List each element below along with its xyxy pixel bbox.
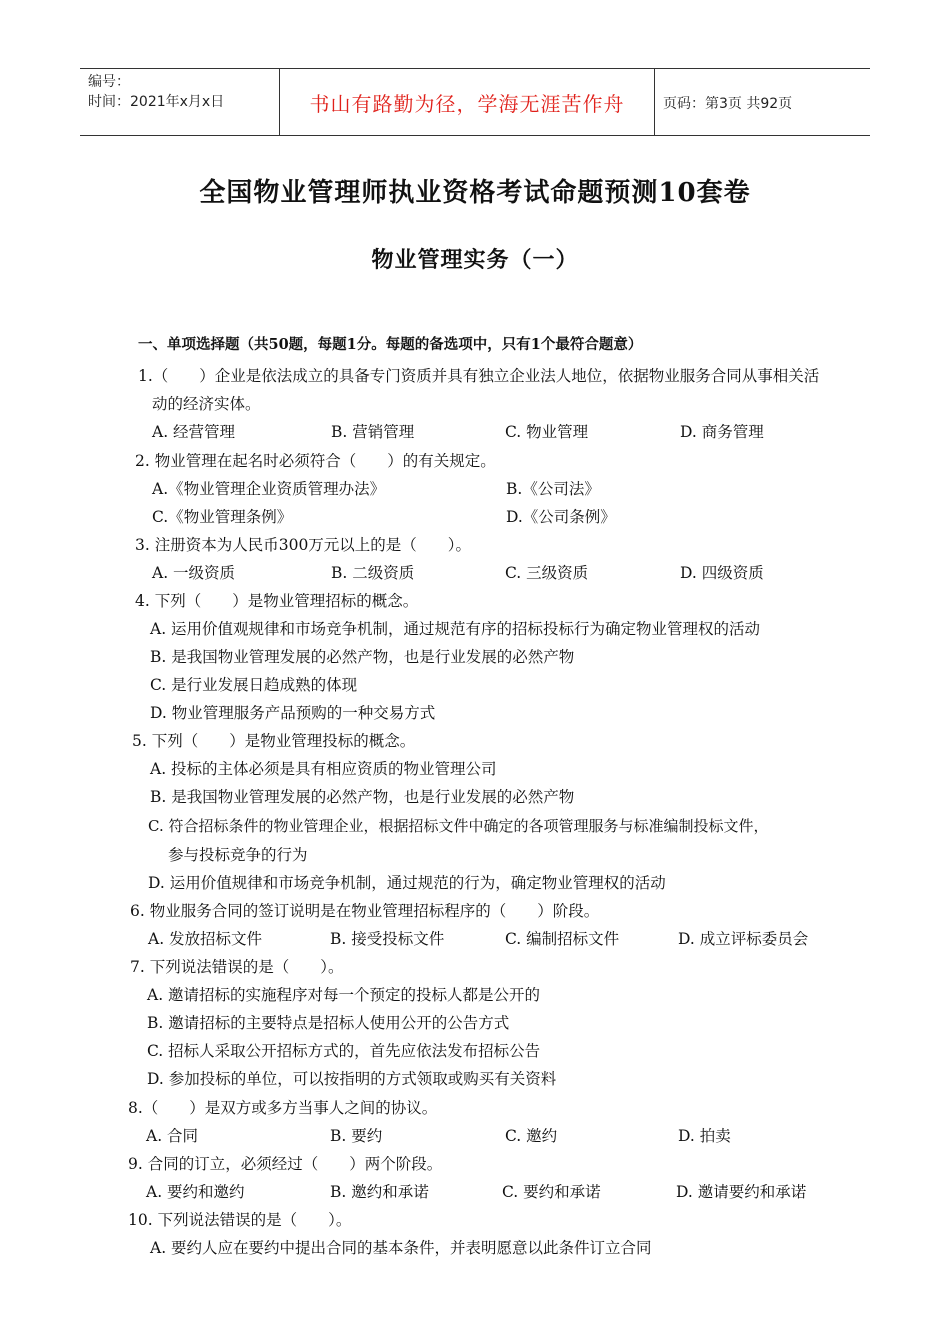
- question-5-option-c-cont: 参与投标竞争的行为: [168, 846, 308, 864]
- question-2-option-b: B.《公司法》: [506, 480, 600, 498]
- question-7-option-d: D. 参加投标的单位，可以按指明的方式领取或购买有关资料: [147, 1070, 557, 1088]
- question-2-option-a: A.《物业管理企业资质管理办法》: [152, 480, 386, 498]
- question-1-option-d: D. 商务管理: [680, 423, 764, 441]
- question-9-option-a: A. 要约和邀约: [146, 1183, 245, 1201]
- question-7-line-1: 7. 下列说法错误的是（ ）。: [130, 958, 344, 976]
- question-9-option-c: C. 要约和承诺: [502, 1183, 601, 1201]
- question-3-option-a: A. 一级资质: [152, 564, 236, 582]
- document-subtitle: 物业管理实务（一）: [371, 247, 579, 273]
- question-1-option-c: C. 物业管理: [505, 423, 589, 441]
- question-8-option-c: C. 邀约: [505, 1127, 558, 1145]
- question-2-option-c: C.《物业管理条例》: [152, 508, 293, 526]
- question-4-line-1: 4. 下列（ ）是物业管理招标的概念。: [135, 592, 419, 610]
- page-info: 页码：第3页 共92页: [663, 96, 793, 112]
- question-6-option-a: A. 发放招标文件: [148, 930, 263, 948]
- question-9-option-d: D. 邀请要约和承诺: [676, 1183, 807, 1201]
- question-4-option-a: A. 运用价值观规律和市场竞争机制，通过规范有序的招标投标行为确定物业管理权的活动: [150, 620, 761, 638]
- question-3-option-b: B. 二级资质: [331, 564, 415, 582]
- question-2-line-1: 2. 物业管理在起名时必须符合（ ）的有关规定。: [135, 452, 496, 470]
- question-5-option-c: C. 符合招标条件的物业管理企业，根据招标文件中确定的各项管理服务与标准编制投标文件，: [148, 817, 769, 835]
- question-9-option-b: B. 邀约和承诺: [330, 1183, 429, 1201]
- question-1-line-2: 动的经济实体。: [152, 395, 261, 413]
- section-heading: 一、单项选择题（共50题，每题1分。每题的备选项中，只有1个最符合题意）: [138, 336, 643, 353]
- question-3-line-1: 3. 注册资本为人民币300万元以上的是（ ）。: [135, 536, 472, 554]
- question-3-option-c: C. 三级资质: [505, 564, 589, 582]
- question-5-option-d: D. 运用价值规律和市场竞争机制，通过规范的行为，确定物业管理权的活动: [148, 874, 666, 892]
- question-6-option-d: D. 成立评标委员会: [678, 930, 809, 948]
- question-8-option-b: B. 要约: [330, 1127, 383, 1145]
- question-7-option-a: A. 邀请招标的实施程序对每一个预定的投标人都是公开的: [147, 986, 541, 1004]
- question-1-option-b: B. 营销管理: [331, 423, 415, 441]
- question-4-option-c: C. 是行业发展日趋成熟的体现: [150, 676, 358, 694]
- question-5-line-1: 5. 下列（ ）是物业管理投标的概念。: [132, 732, 416, 750]
- question-9-line-1: 9. 合同的订立，必须经过（ ）两个阶段。: [128, 1155, 443, 1173]
- question-10-option-a: A. 要约人应在要约中提出合同的基本条件，并表明愿意以此条件订立合同: [150, 1239, 652, 1257]
- question-7-option-b: B. 邀请招标的主要特点是招标人使用公开的公告方式: [147, 1014, 510, 1032]
- question-4-option-b: B. 是我国物业管理发展的必然产物，也是行业发展的必然产物: [150, 648, 575, 666]
- question-8-option-d: D. 拍卖: [678, 1127, 731, 1145]
- question-1-line-1: 1.（ ）企业是依法成立的具备专门资质并具有独立企业法人地位，依据物业服务合同从事相关活: [138, 367, 820, 385]
- question-6-option-b: B. 接受投标文件: [330, 930, 445, 948]
- question-1-option-a: A. 经营管理: [152, 423, 236, 441]
- question-3-option-d: D. 四级资质: [680, 564, 764, 582]
- document-title: 全国物业管理师执业资格考试命题预测10套卷: [199, 178, 751, 208]
- time-label: 时间：2021年x月x日: [88, 94, 225, 110]
- question-2-option-d: D.《公司条例》: [506, 508, 616, 526]
- page-header: [80, 68, 870, 136]
- header-meta: [88, 72, 224, 112]
- question-4-option-d: D. 物业管理服务产品预购的一种交易方式: [150, 704, 436, 722]
- question-10-line-1: 10. 下列说法错误的是（ ）。: [128, 1211, 352, 1229]
- question-8-option-a: A. 合同: [146, 1127, 199, 1145]
- question-6-line-1: 6. 物业服务合同的签订说明是在物业管理招标程序的（ ）阶段。: [130, 902, 600, 920]
- question-5-option-a: A. 投标的主体必须是具有相应资质的物业管理公司: [150, 760, 497, 778]
- question-8-line-1: 8.（ ）是双方或多方当事人之间的协议。: [128, 1099, 438, 1117]
- number-label: 编号：: [88, 74, 130, 90]
- question-5-option-b: B. 是我国物业管理发展的必然产物，也是行业发展的必然产物: [150, 788, 575, 806]
- motto: 书山有路勤为径，学海无涯苦作舟: [279, 69, 655, 135]
- question-7-option-c: C. 招标人采取公开招标方式的，首先应依法发布招标公告: [147, 1042, 541, 1060]
- question-6-option-c: C. 编制招标文件: [505, 930, 620, 948]
